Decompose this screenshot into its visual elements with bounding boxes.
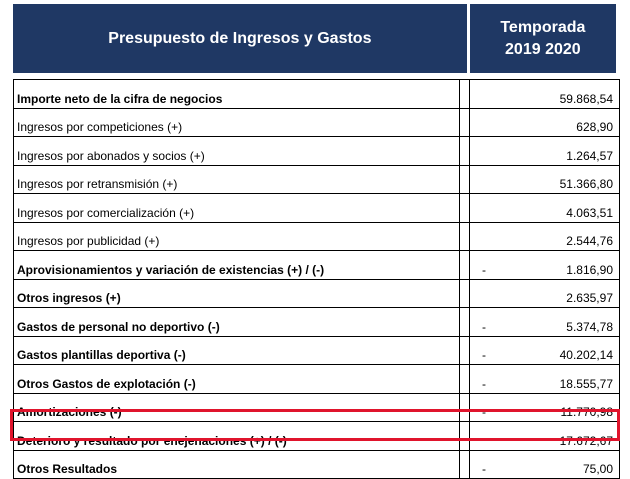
table-row	[14, 365, 619, 394]
table-row	[14, 137, 619, 166]
row-sign: -	[482, 263, 506, 277]
row-spacer	[460, 451, 470, 479]
header-season-line1: Temporada	[500, 17, 585, 39]
row-sign: -	[482, 462, 506, 476]
row-value: 2.544,76	[506, 234, 613, 248]
row-label: Otros ingresos (+)	[14, 280, 460, 308]
row-spacer	[460, 223, 470, 251]
table-row	[14, 223, 619, 252]
row-label: Ingresos por retransmisión (+)	[14, 166, 460, 194]
row-sign: -	[482, 405, 506, 419]
table-row	[14, 451, 619, 479]
row-value: 40.202,14	[506, 348, 613, 362]
row-value-cell	[470, 337, 619, 365]
row-value: 1.816,90	[506, 263, 613, 277]
budget-table	[13, 79, 620, 479]
row-spacer	[460, 109, 470, 137]
row-label: Aprovisionamientos y variación de existencias (+) / (-)	[14, 251, 460, 279]
table-row	[14, 308, 619, 337]
row-value-cell	[470, 308, 619, 336]
row-value-cell	[470, 80, 619, 108]
table-row	[14, 194, 619, 223]
row-spacer	[460, 308, 470, 336]
row-value: 628,90	[506, 120, 613, 134]
row-label: Ingresos por publicidad (+)	[14, 223, 460, 251]
table-row	[14, 422, 619, 451]
table-header	[13, 4, 616, 73]
table-row	[14, 251, 619, 280]
row-value: 1.264,57	[506, 149, 613, 163]
row-sign: -	[482, 377, 506, 391]
row-value-cell	[470, 394, 619, 422]
row-value: 18.555,77	[506, 377, 613, 391]
row-label: Gastos de personal no deportivo (-)	[14, 308, 460, 336]
row-value: 4.063,51	[506, 206, 613, 220]
row-value-cell	[470, 166, 619, 194]
row-value: 59.868,54	[506, 92, 613, 106]
row-label: Deterioro y resultado por enejenaciones (+) / (-)	[14, 422, 460, 450]
row-spacer	[460, 422, 470, 450]
row-label: Importe neto de la cifra de negocios	[14, 80, 460, 108]
row-value-cell	[470, 422, 619, 450]
row-value-cell	[470, 451, 619, 479]
row-value: 11.770,98	[506, 405, 613, 419]
header-season	[470, 4, 616, 73]
row-value-cell	[470, 251, 619, 279]
row-value-cell	[470, 194, 619, 222]
row-spacer	[460, 251, 470, 279]
row-spacer	[460, 280, 470, 308]
table-row	[14, 337, 619, 366]
row-spacer	[460, 80, 470, 108]
row-spacer	[460, 166, 470, 194]
row-label: Ingresos por competiciones (+)	[14, 109, 460, 137]
row-label: Ingresos por comercialización (+)	[14, 194, 460, 222]
row-label: Amortizaciones (-)	[14, 394, 460, 422]
row-value: 5.374,78	[506, 320, 613, 334]
row-value: 17.672,67	[506, 434, 613, 448]
row-label: Gastos plantillas deportiva (-)	[14, 337, 460, 365]
row-value: 51.366,80	[506, 177, 613, 191]
header-season-line2: 2019 2020	[500, 39, 585, 61]
row-value: 2.635,97	[506, 291, 613, 305]
row-sign: -	[482, 348, 506, 362]
row-spacer	[460, 394, 470, 422]
header-title: Presupuesto de Ingresos y Gastos	[13, 4, 467, 73]
row-value-cell	[470, 280, 619, 308]
table-row	[14, 109, 619, 138]
row-label: Ingresos por abonados y socios (+)	[14, 137, 460, 165]
row-sign: -	[482, 320, 506, 334]
row-value-cell	[470, 137, 619, 165]
row-spacer	[460, 337, 470, 365]
row-value: 75,00	[506, 462, 613, 476]
row-value-cell	[470, 109, 619, 137]
table-row	[14, 166, 619, 195]
row-label: Otros Gastos de explotación (-)	[14, 365, 460, 393]
row-label: Otros Resultados	[14, 451, 460, 479]
row-value-cell	[470, 365, 619, 393]
table-row	[14, 394, 619, 423]
row-spacer	[460, 194, 470, 222]
row-value-cell	[470, 223, 619, 251]
row-spacer	[460, 365, 470, 393]
table-row	[14, 80, 619, 109]
table-row	[14, 280, 619, 309]
row-spacer	[460, 137, 470, 165]
